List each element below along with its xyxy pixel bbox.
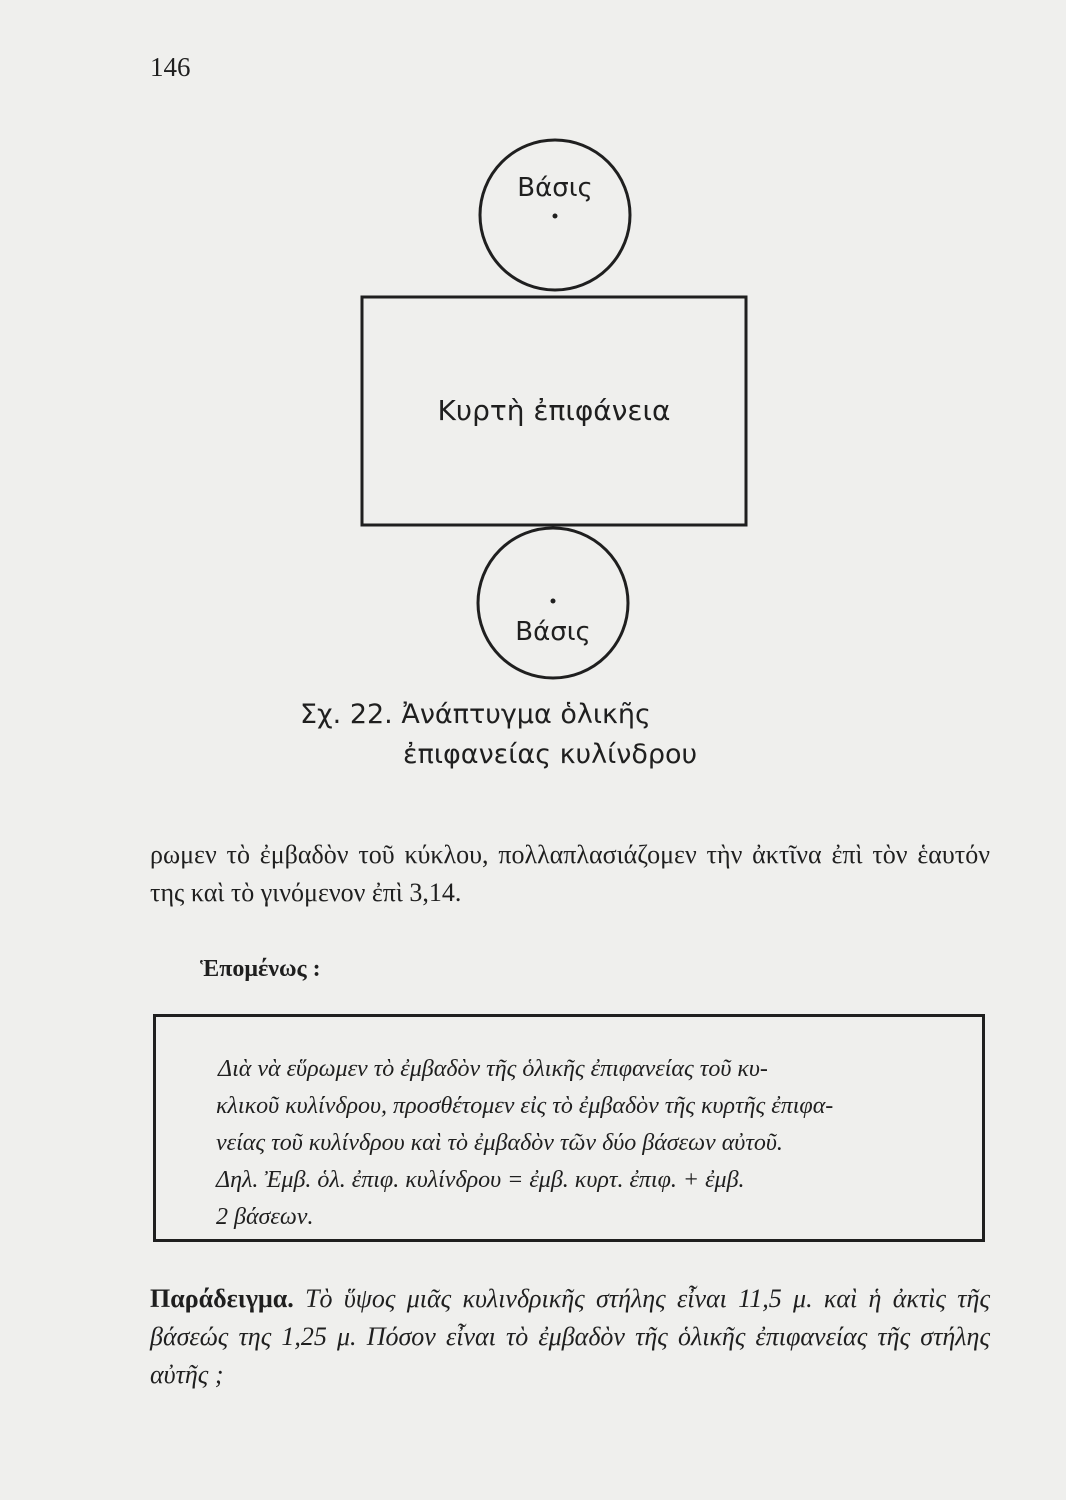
- rule-line-4: Δηλ. Ἐμβ. ὁλ. ἐπιφ. κυλίνδρου = ἐμβ. κυρτ. ἐπιφ. + ἐμβ.: [216, 1167, 745, 1193]
- caption-line-1: Σχ. 22. Ἀνάπτυγμα ὁλικῆς: [300, 699, 651, 730]
- caption-line-2: ἐπιφανείας κυλίνδρου: [403, 739, 698, 770]
- rule-line-1: Διὰ νὰ εὕρωμεν τὸ ἐμβαδὸν τῆς ὁλικῆς ἐπιφανείας τοῦ κυ-: [218, 1056, 768, 1082]
- example-label: Παράδειγμα.: [150, 1284, 294, 1313]
- top-base-label: Βάσις: [517, 173, 593, 203]
- rule-line-3: νείας τοῦ κυλίνδρου καὶ τὸ ἐμβαδὸν τῶν δύο βάσεων αὐτοῦ.: [216, 1130, 783, 1156]
- figure-caption: [300, 695, 800, 775]
- rule-line-5: 2 βάσεων.: [216, 1204, 314, 1230]
- section-heading: Ἑπομένως :: [200, 956, 321, 982]
- example-text: Τὸ ὕψος μιᾶς κυλινδρικῆς στήλης εἶναι 11,5 μ. καὶ ἡ ἀκτὶς τῆς βάσεώς της 1,25 μ. Πόσον εἶναι τὸ ἐμβαδὸν τῆς ὁλικῆς ἐπιφανείας τῆς στήλης αὐτῆς ;: [150, 1284, 991, 1389]
- curved-surface-label: Κυρτὴ ἐπιφάνεια: [437, 394, 671, 427]
- top-base-center-dot: [553, 214, 558, 219]
- rule-text: [216, 1051, 958, 1236]
- page-number: 146: [150, 52, 191, 82]
- bottom-base-label: Βάσις: [515, 617, 591, 647]
- body-paragraph: ρωμεν τὸ ἐμβαδὸν τοῦ κύκλου, πολλαπλασιάζομεν τὴν ἀκτῖνα ἐπὶ τὸν ἑαυτόν της καὶ τὸ γινόμενον ἐπὶ 3,14.: [150, 840, 990, 907]
- rule-box: [153, 1014, 985, 1242]
- example-paragraph: [150, 1280, 990, 1394]
- bottom-base-center-dot: [551, 599, 556, 604]
- rule-line-2: κλικοῦ κυλίνδρου, προσθέτομεν εἰς τὸ ἐμβαδὸν τῆς κυρτῆς ἐπιφα-: [216, 1093, 834, 1119]
